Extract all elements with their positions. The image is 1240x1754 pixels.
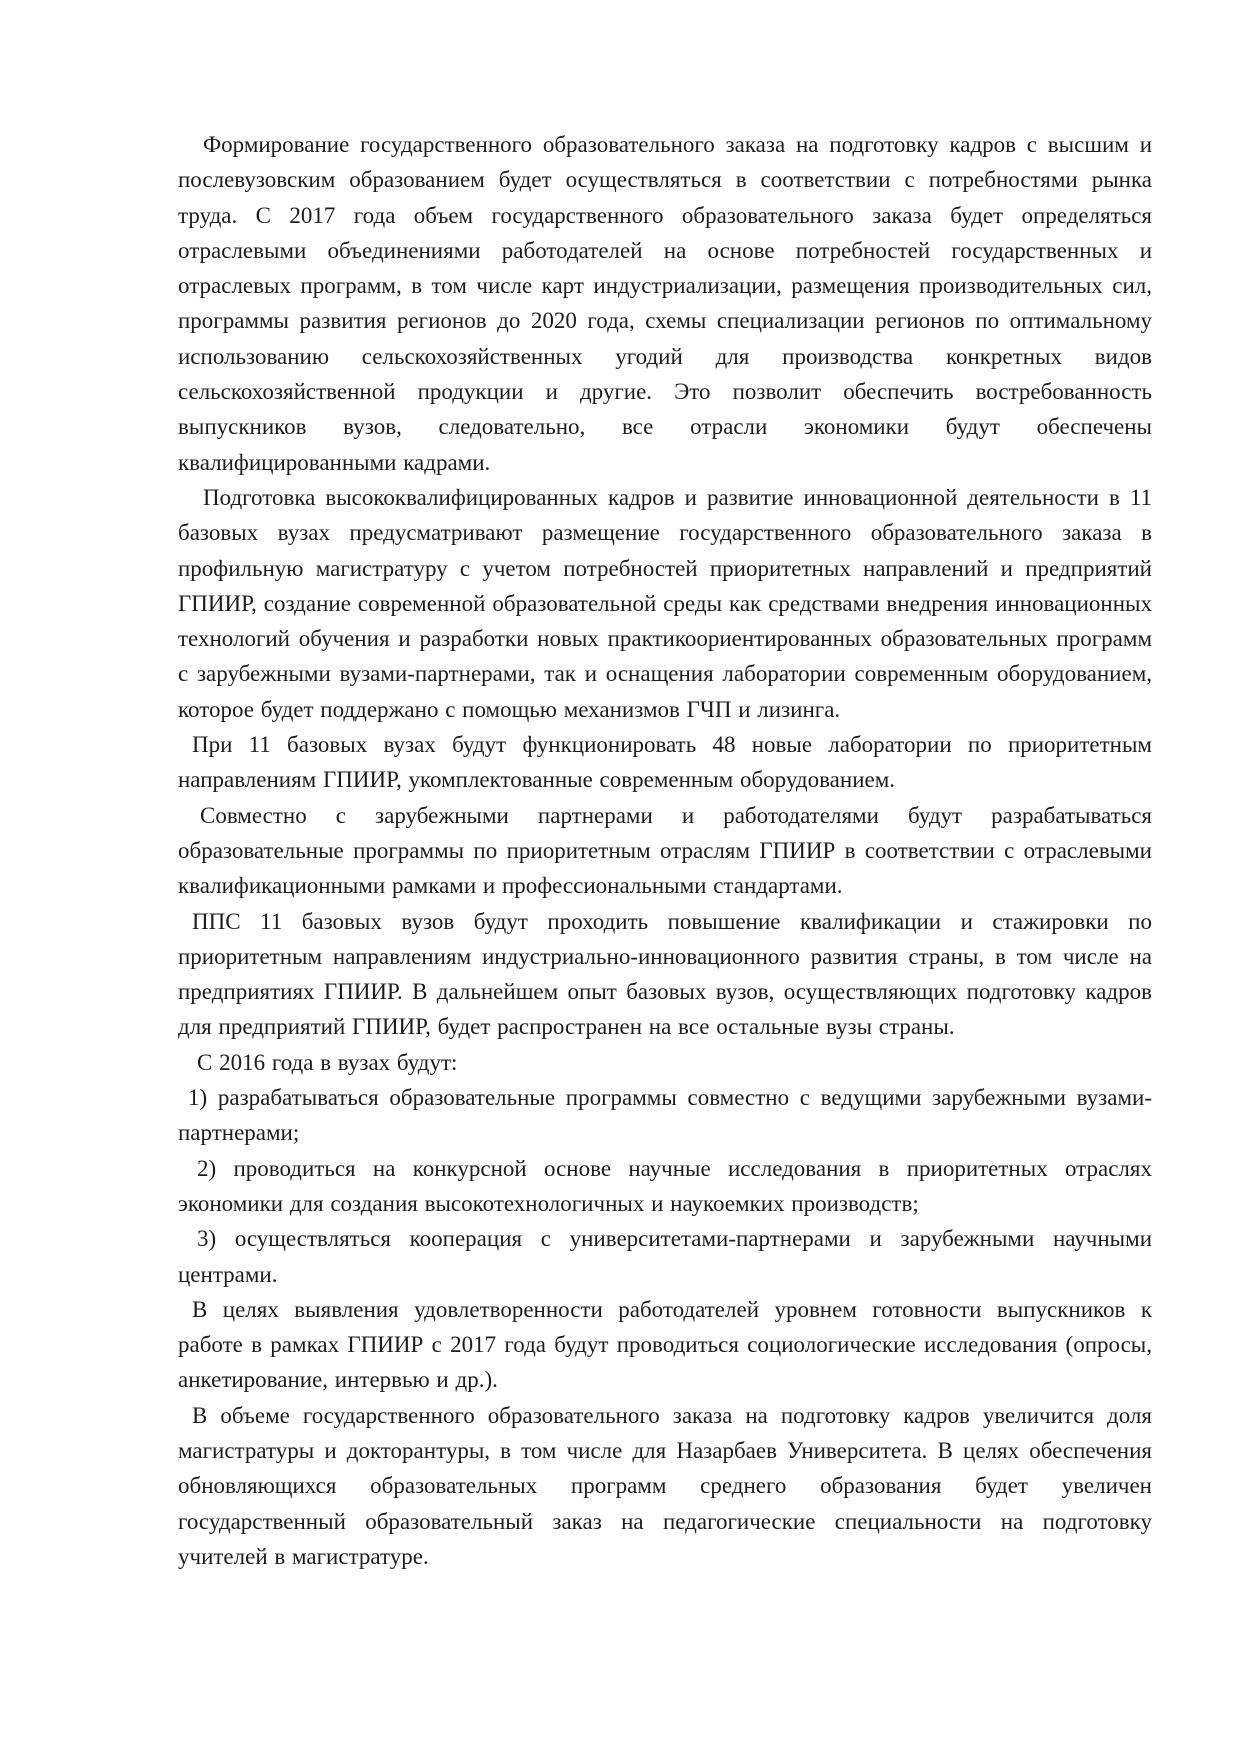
paragraph-state-order-formation: Формирование государственного образовательного заказа на подготовку кадров с высшим и послевузовским образованием будет осуществляться в соответствии с потребностями рынка труда. С 2017 года объем государственного образовательного заказа будет определяться отраслевыми объединениями работодателей на основе потребностей государственных и отраслевых программ, в том числе карт индустриализации, размещения производительных сил, программы развития регионов до 2020 года, схемы специализации регионов по оптимальному использованию сельскохозяйственных угодий для производства конкретных видов сельскохозяйственной продукции и другие. Это позволит обеспечить востребованность выпускников вузов, следовательно, все отрасли экономики будут обеспечены квалифицированными кадрами. bbox=[178, 132, 1152, 475]
paragraph-employer-surveys: В целях выявления удовлетворенности работодателей уровнем готовности выпускников к работе в рамках ГПИИР с 2017 года будут проводиться социологические исследования (опросы, анкетирование, интервью и др.). bbox=[178, 1296, 1152, 1393]
paragraph-faculty-training: ППС 11 базовых вузов будут проходить повышение квалификации и стажировки по приоритетным направлениям индустриально-инновационного развития страны, в том числе на предприятиях ГПИИР. В дальнейшем опыт базовых вузов, осуществляющих подготовку кадров для предприятий ГПИИР, будет распространен на все остальные вузы страны. bbox=[178, 908, 1152, 1040]
list-item-3-cooperation: 3) осуществляться кооперация с университетами-партнерами и зарубежными научными центрами. bbox=[178, 1226, 1152, 1287]
list-item-1-programs: 1) разрабатываться образовательные программы совместно с ведущими зарубежными вузами-партнерами; bbox=[178, 1085, 1152, 1146]
paragraph-order-volume-increase: В объеме государственного образовательного заказа на подготовку кадров увеличится доля магистратуры и докторантуры, в том числе для Назарбаев Университета. В целях обеспечения обновляющихся образовательных программ среднего образования будет увеличен государственный образовательный заказ на педагогические специальности на подготовку учителей в магистратуре. bbox=[178, 1402, 1152, 1569]
list-item-2-research: 2) проводиться на конкурсной основе научные исследования в приоритетных отраслях экономики для создания высокотехнологичных и наукоемких производств; bbox=[178, 1155, 1152, 1216]
paragraph-since-2016-intro: С 2016 года в вузах будут: bbox=[197, 1049, 458, 1075]
paragraph-base-universities-training: Подготовка высококвалифицированных кадров и развитие инновационной деятельности в 11 базовых вузах предусматривают размещение государственного образовательного заказа в профильную магистратуру с учетом потребностей приоритетных направлений и предприятий ГПИИР, создание современной образовательной среды как средствами внедрения инновационных технологий обучения и разработки новых практикоориентированных образовательных программ с зарубежными вузами-партнерами, так и оснащения лаборатории современным оборудованием, которое будет поддержано с помощью механизмов ГЧП и лизинга. bbox=[178, 484, 1152, 722]
paragraph-joint-programs: Совместно с зарубежными партнерами и работодателями будут разрабатываться образовательные программы по приоритетным отраслям ГПИИР в соответствии с отраслевыми квалификационными рамками и профессиональными стандартами. bbox=[178, 802, 1152, 899]
paragraph-new-laboratories: При 11 базовых вузах будут функционировать 48 новые лаборатории по приоритетным направлениям ГПИИР, укомплектованные современным оборудованием. bbox=[178, 732, 1152, 793]
